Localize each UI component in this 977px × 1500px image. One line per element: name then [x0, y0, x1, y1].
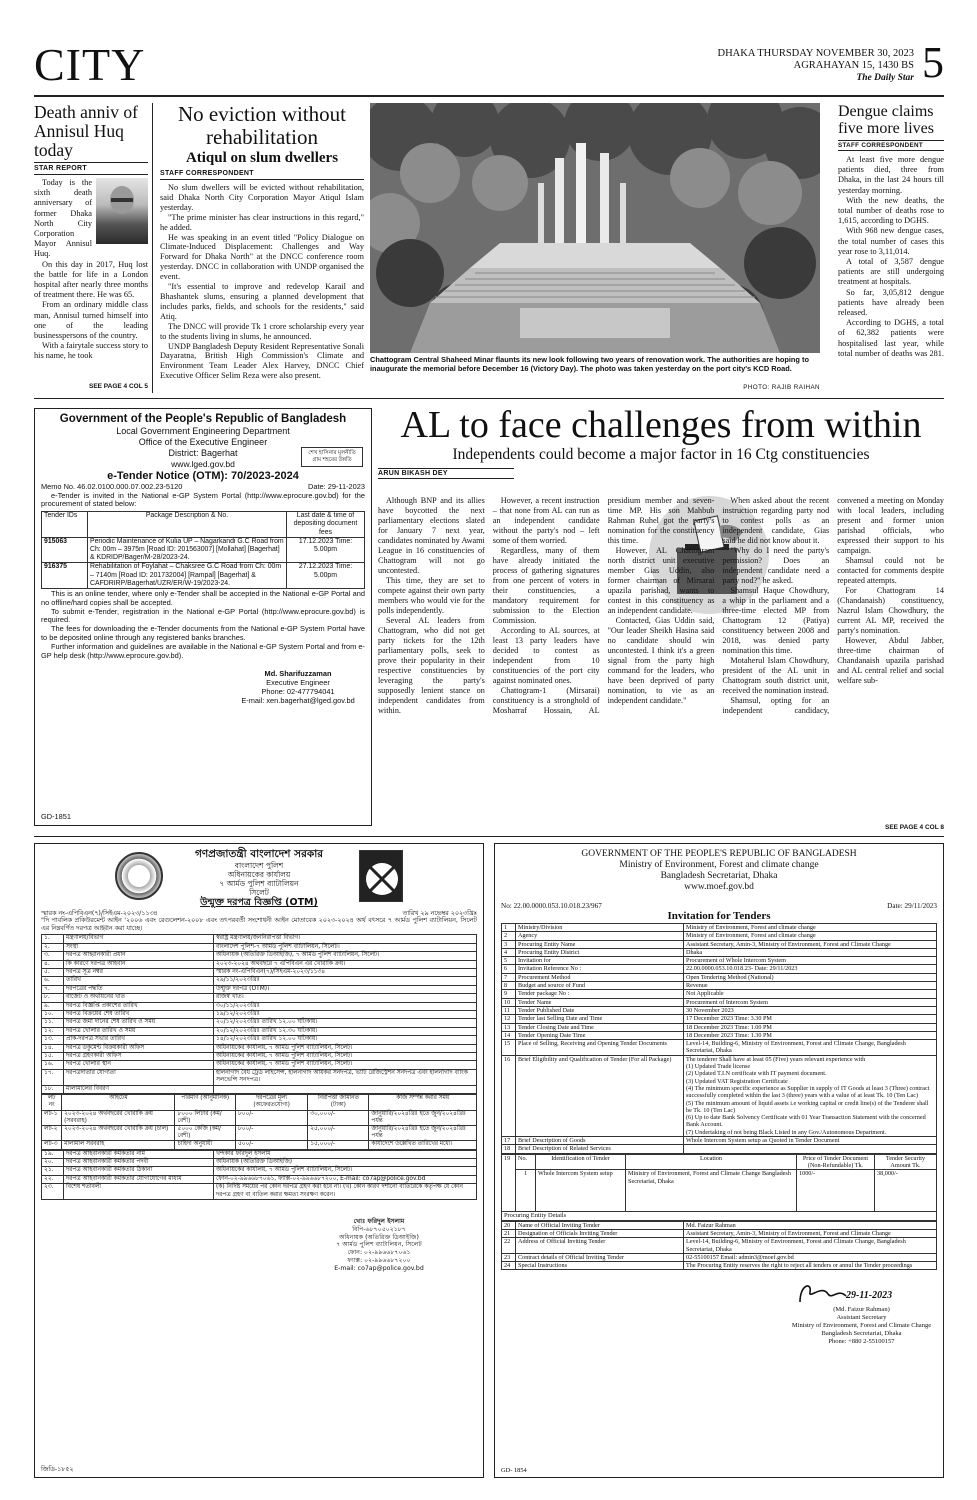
table-row: ৫. দরপত্র সূত্র নম্বর স্মারক নং-এপিবিএন(৭)/সিইএম-২০২৩/১১৩৪	[42, 969, 477, 977]
handwritten-signature: 29-11-2023	[786, 1280, 937, 1306]
body-text: At least five more dengue patients died, three from Dhaka, in the last 24 hours till yesterday morning. With the new deaths, the total number of deaths rose to 1,615, according to DGHS. With 968 new dengue cases, the total number of cases this year rose to 3,11,014. A total of 3,587 dengue patients are still undergoing treatment at hospitals. So far, 3,05,812 dengue patients have already been released. According to DGHS, a total of 62,382 patients were hospitalised last year, while total number of deaths was 281.	[838, 155, 944, 358]
table-row: ৪. কি কারণে দরপত্র আহবান ২০২৩-২০২৪ অর্থবছরে ৭ এপিবিএন এর খোরাকি ক্রয়।	[42, 960, 477, 968]
table-row: 22 Address of Official Inviting Tender Level-14, Building-6, Ministry of Environment, Forest and Climate Change, Bangladesh Secretariat, Dhaka	[502, 1238, 937, 1254]
table-header: কাজ সম্পন্ন করার সময়	[369, 1095, 477, 1110]
notes: This is an online tender, where only e-Tender shall be accepted in the National e-GP Portal and no offline/hard copies shall be accepted. To submit e-Tender, registration in the National e-GP Portal (http://www.eprocure.gov.bd) is required. The fees for downloading the e-Tender documents from the National e-GP System Portal have to be deposited online through any registered banks branches. Further information and guidelines are available in the National e-GP System Portal and from e-GP help desk (http://www.eprocure.gov.bd).	[41, 589, 365, 660]
eligibility-item: (5) The minimum amount of liquid assets i.e working capital or credit line(s) of the Tenderer shall be Tk. 10 (Ten Lac)	[686, 1099, 929, 1114]
table-header: লট নং	[42, 1095, 62, 1110]
signature-block: 29-11-2023 (Md. Faizur Rahman) Assistant Secretary Ministry of Environment, Forest and Climate Change Bangladesh Secretariat, Dhaka Phone: +880 2-55100157	[786, 1280, 937, 1345]
table-row: 3 Procuring Entity Name Assistant Secretary, Amin-3, Ministry of Environment, Forest and Climate Change	[502, 940, 937, 948]
memo-date: Date: 29-11-2023	[308, 481, 365, 491]
intro-text: "দি পাবলিক প্রকিউরমেন্ট আইন '২০০৬ এবং রেগুলেশন-২০০৮ এবং তৎপরবর্তী সংশোধনী আইন মোতাবেক ২০২৩-২০২৪ অর্থ বৎসরে ৭ আর্মড পুলিশ ব্যাটালিয়ন, সিলেট এর নিম্নবর্ণিত দরপত্র আহ্বান করা যাচ্ছে।	[41, 917, 477, 932]
ad-title: Government of the People's Republic of Bangladesh	[59, 413, 347, 425]
table-row: ২. সংস্থা বাংলাদেশ পুলিশ-৭ আর্মড পুলিশ ব্যাটালিয়ন, সিলেট।	[42, 943, 477, 951]
table-header: Tender IDs	[42, 512, 88, 538]
ad-dept: Local Government Engineering Department	[116, 426, 290, 436]
story-al-challenges	[378, 404, 944, 824]
body-text: Today is the sixth death anniversary of former Dhaka North City Corporation Mayor Annisul Huq. On this day in 2017, Huq lost the battle for life in a London hospital after nearly three months of treatment there. He was 65. From an ordinary middle class man, Annisul turned himself into one of the leading businesspersons of the country. With a fairytale success story to his name, he took	[34, 178, 148, 361]
procuring-details-label: Procuring Entity Details	[501, 1212, 937, 1221]
continued-marker: SEE PAGE 4 COL 8	[884, 824, 944, 831]
table-row: 5 Invitation for Procurement of Whole Intercom System	[502, 957, 937, 965]
story-annisul-huq	[34, 103, 148, 393]
eligibility-item: (2) Updated T.I.N certificate with IT payment document.	[686, 1070, 827, 1078]
portrait-photo	[96, 178, 148, 244]
table-row: 4 Procuring Entity District Dhaka	[502, 948, 937, 956]
table-header: নিরাপত্তা জামানত (টাকা)	[308, 1095, 369, 1110]
table-row: ১৯. দরপত্র আহবানকারী কর্মকর্তার নাম খন্দকার ফরিদুল ইসলাম	[42, 1150, 477, 1158]
headline: Death anniv of Annisul Huq today	[34, 103, 138, 160]
table-row: ২৩. বিশেষ শর্তাবলী (ক) নির্দিষ্ট সময়ের পর কোন দরপত্র গ্রহণ করা হবে না। (খ) কোন কারণ দর্শানো ব্যতিরেকে কর্তৃপক্ষ যে কোন দরপত্র গ্রহণ বা বাতিল করার ক্ষমতা সংরক্ষণ করেন।	[42, 1184, 477, 1200]
table-row: ১৬. দরপত্র খোলার স্থান অধিনায়কের কার্যালয়, ৭ আর্মড পুলিশ ব্যাটালিয়ন, সিলেট।	[42, 1061, 477, 1069]
table-row: ৭. দরপত্রের পদ্ধতি উন্মুক্ত দরপত্র (OTM)।	[42, 985, 477, 993]
tender-info-table	[41, 934, 477, 1094]
table-row: ১৮. মালামালের বিবরণ	[42, 1085, 477, 1093]
table-row: 2 Agency Ministry of Environment, Forest and climate change	[502, 932, 937, 940]
table-row: 18 Brief Description of Related Services	[502, 1145, 937, 1153]
signature-block: Md. Sharifuzzaman Executive Engineer Phone: 02-477794041 E-mail: xen.bagerhat@lged.gov.bd	[231, 670, 365, 705]
tender-table	[41, 511, 365, 589]
eligibility-item: (1) Updated Trade license	[686, 1063, 751, 1071]
table-row: 12 Tender last Selling Date and Time 17 December 2023 Time: 3.30 PM	[502, 1015, 937, 1023]
table-row: ২২. দরপত্র আহবানকারী কর্মকর্তার যোগাযোগের মাধ্যম ফোন-০২-৯৯৬৬৮৭০৬১, ফ্যাক্স-০২-৯৯৬৬৮৭২০০, E-mail: co7ap@police.gov.bd	[42, 1175, 477, 1183]
memo-date: Date: 29/11/2023	[887, 902, 937, 910]
paper-name: The Daily Star	[856, 73, 914, 83]
apbn-emblem-right	[359, 850, 403, 902]
byline: STAFF CORRESPONDENT	[160, 170, 364, 180]
table-row: 16 Brief Eligibility and Qualification of Tender (For all Package) The tenderer Shall have at least 05 (Five) years relevant experience with (1) Updated Trade license (2) Updated T.I.N certificate with IT payment document. (3) Updated VAT Registration Certificate (4) The minimum specific experience as Supplier in supply of IT Goods at least 3 (Three) contract successfully completed within the last 3 (three) years with a value of at least Tk. 10 (Ten Lac) (5) The minimum amount of liquid assets i.e working capital or credit line(s) of the Tenderer shall be Tk. 10 (Ten Lac) (6) Up to date Bank Solvency Certificate with 01 Year Transaction Statement with the concerned Bank Account. (7) Undertaking of not being Black Listed in any Gov./Autonomous Department.	[502, 1055, 937, 1136]
memo-number: Memo No. 46.02.0100.000.07.002.23-5120	[41, 481, 183, 491]
table-row: 10 Tender Name Procurement of Intercom System	[502, 998, 937, 1006]
table-row: 11 Tender Published Date 30 November 2023	[502, 1006, 937, 1014]
table-row: ২১. দরপত্র আহবানকারী কর্মকর্তার ঠিকানা অধিনায়কের কার্যালয়, ৭ আর্মড পুলিশ ব্যাটালিয়ন, সিলেট।	[42, 1167, 477, 1175]
headline: No eviction without rehabilitation	[178, 103, 346, 149]
goods-table	[41, 1094, 477, 1149]
tender-notice-title: উন্মুক্ত দরপত্র বিজ্ঞপ্তি (OTM)	[200, 897, 318, 908]
ad-office: Office of the Executive Engineer	[138, 437, 268, 447]
body-text: Although BNP and its allies have boycotted the next parliamentary elections slated for January 7 next year, candidates nominated by Awami League in 16 constituencies of Chattogram will not go uncontested. This time, they are set to compete against their own party members who would vie for the polls independently. Several AL leaders from Chattogram, who did not get party tickets for the 12th parliamentary polls, seek to prove their popularity in their respective constituencies by leveraging the party's supposedly lenient stance on independent candidates from within. However, a recent instruction – that none from AL can run as an independent candidate without the party's nod – left some of them worried. Regardless, many of them have already initiated the process of gathering signatures from one percent of voters in their constituencies, a mandatory requirement for submission to the Election Commission. According to AL sources, at least 13 party leaders have decided to contest as independent from 10 constituencies of the port city against nominated ones. Chattogram-1 (Mirsarai) constituency is a stronghold of Mosharraf Hossain, AL presidium member and seven-time MP. His son Mahbub Rahman Ruhel got the party's nomination for the constituency this time. However, AL Chattogram north district unit executive member Gias Uddin, also former chairman of Mirsarai upazila parishad, wants to contest in this constituency as an independent candidate. Contacted, Gias Uddin said, "Our leader Sheikh Hasina said no candidate should win uncontested. I think it's a green signal from the party high command for the leaders, who have been deprived of party nomination, to vie as an independent candidate." When asked about the recent instruction regarding party nod to contest polls as an independent candidate, Gias said he did not know about it. "Why do I need the party's permission? Does an independent candidate need a party nod?" he asked. Shamsul Haque Chowdhury, a whip in the parliament and a three-time elected MP from Chattogram 12 (Patiya) constituency between 2008 and 2018, was denied party nomination this time. Motaherul Islam Chowdhury, president of the AL unit in Chattogram south district unit, received the nomination instead. Shamsul, opting for an independent candidacy, convened a meeting on Monday with local leaders, including present and former union parishad officials, who expressed their support to his campaign. Shamsul could not be contacted for comments despite repeated attempts. For Chattogram 14 (Chandanaish) constituency, Nazrul Islam Chowdhury, the current AL MP, received the party's nomination. However, Abdul Jabber, three-time chairman of Chandanaish upazila parishad and AL central relief and social welfare sub-	[378, 496, 944, 715]
table-row: 916375 Rehabilitation of Foylahat – Chaksree G.C Road from Ch: 00m – 7140m [Road ID: 201732004] [Rampal] [Bagerhat] & CAFDRIRP/Bagerhat/UZR/ER/W-19/2023-24. 27.12.2023 Time: 5.00pm	[42, 563, 365, 589]
tender-notice-title: e-Tender Notice (OTM): 70/2023-2024	[107, 470, 299, 482]
eligibility-item: The tenderer Shall have at least 05 (Five) years relevant experience with	[686, 1055, 866, 1063]
ad-moef-tender: GOVERNMENT OF THE PEOPLE'S REPUBLIC OF BANGLADESH Ministry of Environment, Forest and climate change Bangladesh Secretariat, Dhaka www.moef.gov.bd No: 22.00.0000.053.10.018.23/967 Date: 29/11/2023 Invitation for Tenders 1 Ministry/Division Ministry of Environment, Forest and climate change 2 Agency Ministry of Environment, Forest and climate change 3 Procuring Entity Name Assistant Secretary, Amin-3, Ministry of Environment, Forest and Climate Change 4 Procuring Entity District Dhaka 5 Invitation for Procurement of Whole Intercom System 6 Invitation Reference No : 22.00.0000.053.10.018.23- Date: 29/11/2023 7 Procurement Method Open Tendering Method (National) 8 Budget and source of Fund Revenue 9 Tender package No : Not Applicable 10 Tender Name Procurement of Intercom System 11 Tender Published Date 30 November 2023 12 Tender last Selling Date and Time 17 December 2023 Time: 3.30 PM 13 Tender Closing Date and Time 18 December 2023 Time: 1.00 PM 14 Tender Opening Date Time 18 December 2023 Time: 1.30 PM 15 Place of Selling, Receiving and Opening Tender Documents Level-14, Building-6, Ministry of Environment, Forest and Climate Change, Bangladesh Secretariat, Dhaka 16 Brief Eligibility and Qualification of Tender (For all Package) The tenderer Shall have at least 05 (Five) years relevant experience with (1) Updated Trade license (2) Updated T.I.N certificate with IT payment document. (3) Updated VAT Registration Certificate (4) The minimum specific experience as Supplier in supply of IT Goods at least 3 (Three) contract successfully completed within the last 3 (three) years with a value of at least Tk. 10 (Ten Lac) (5) The minimum amount of liquid assets i.e working capital or credit line(s) of the Tenderer shall be Tk. 10 (Ten Lac) (6) Up to date Bank Solvency Certificate with 01 Year Transaction Statement with the concerned Bank Account. (7) Undertaking of not being Black Listed in any Gov./Autonomous Department. 17 Brief Description of Goods Whole Intercom System setup as Quoted in Tender Document 18 Brief Description of Related Services 19 No. Identification of Tender Location Price of Tender Document (Non-Refundable) Tk. Tender Security Amount Tk. 1 Whole Intercom System setup Ministry of Environment, Forest and Climate Change Bangladesh Secretariat, Dhaka 1000/- 38,000/- Procuring Entity Details 20 Name of Official Inviting Tender Md. Faizur Rahman 21 Designation of Officials Inviting Tender Assistant Secretary, Amin-3, Ministry of Environment, Forest and Climate Change 22 Address of Official Inviting Tender Level-14, Building-6, Ministry of Environment, Forest and Climate Change, Bangladesh Secretariat, Dhaka 23 Contract details of Official Inviting Tender 02-55100157 Email: admin3@moef.gov.bd 24 Special Instructions The Procuring Entity reserves the right to reject all tenders or annul the Tender proceedings 29-11-2023 (Md. Faizur Rahman) Assistant Secretary Ministry of Environment, Forest and Climate Change Bangladesh Secretariat, Dhaka Phone: +880 2-55100157 GD- 1854	[494, 843, 944, 1478]
table-row: ৩. দরপত্র আহ্বানকারী প্রধান অধিনায়ক (অতিরিক্ত ডিআইজি), ৭ আর্মড পুলিশ ব্যাটালিয়ন, সিলেট।	[42, 952, 477, 960]
table-row: ৮. বাজেট ও অর্থায়নের খাত রাজস্ব খাত।	[42, 994, 477, 1002]
headline: Dengue claims five more lives	[838, 103, 934, 137]
shaheed-minar-photo	[370, 103, 820, 353]
lot-table: 19 No. Identification of Tender Location Price of Tender Document (Non-Refundable) Tk. Tender Security Amount Tk. 1 Whole Intercom System setup Ministry of Environment, Forest and Climate Change Bangladesh Secretariat, Dhaka 1000/- 38,000/-	[501, 1154, 937, 1213]
continued-marker: SEE PAGE 4 COL 5	[88, 383, 148, 390]
memo-number: No: 22.00.0000.053.10.018.23/967	[501, 902, 602, 910]
table-row: 915063 Periodic Maintenance of Kulia UP – Nagarkandi G.C Road from Ch: 00m – 3975m [Road ID: 201563007] [Mollahat] [Bagerhat] & KDRIDP/Bager/M-28/2023-24. 17.12.2023 Time: 5.00pm	[42, 537, 365, 563]
contact-table	[41, 1150, 477, 1200]
table-row: ৯. দরপত্র বিজ্ঞপ্তি প্রকাশের তারিখ ৩০/১১/২০২৩খ্রিঃ	[42, 1002, 477, 1010]
table-header: Last date & time of depositing document fees	[287, 512, 365, 538]
official-table	[501, 1221, 937, 1271]
bangla-date-line: AGRAHAYAN 15, 1430 BS	[793, 60, 914, 71]
table-header: Package Description & No.	[88, 512, 287, 538]
table-row: 17 Brief Description of Goods Whole Intercom System setup as Quoted in Tender Document	[502, 1137, 937, 1145]
table-row: 23 Contract details of Official Inviting Tender 02-55100157 Email: admin3@moef.gov.bd	[502, 1253, 937, 1261]
table-row: 24 Special Instructions The Procuring Entity reserves the right to reject all tenders or annul the Tender proceedings	[502, 1262, 937, 1270]
table-row: 7 Procurement Method Open Tendering Method (National)	[502, 973, 937, 981]
table-row: ১৭. দরপত্রদাতার যোগ্যতা হালনাগাদ বৈধ ট্রেড লাইসেন্স, হালনাগাদ আয়কর সনদপত্র, ভ্যাট রেজিস্ট্রেশন সনদপত্র এবং হালনাগাদ ব্যাংক সলভেন্সি সনদপত্র।	[42, 1069, 477, 1085]
lged-logo-box: শেখ হাসিনার মূলনীতি গ্রাম শহরের উন্নতি	[301, 447, 363, 467]
ad-code: GD- 1854	[501, 1466, 527, 1474]
contact-email[interactable]: E-mail: xen.bagerhat@lged.gov.bd	[241, 695, 355, 705]
table-row: 1 Whole Intercom System setup Ministry of Environment, Forest and Climate Change Bangladesh Secretariat, Dhaka 1000/- 38,000/-	[502, 1170, 937, 1212]
byline: STAR REPORT	[34, 165, 87, 172]
section-title: CITY	[34, 40, 146, 90]
table-row: ১. মন্ত্রণালয়/বিভাগ স্বরাষ্ট্র মন্ত্রণালয়/জননিরাপত্তা বিভাগ।	[42, 935, 477, 943]
table-row: ১২. দরপত্র খোলার তারিখ ও সময় ২০/১২/২০২৩খ্রিঃ তারিখ ১২.৩০ ঘটিকায়।	[42, 1027, 477, 1035]
table-row: 8 Budget and source of Fund Revenue	[502, 982, 937, 990]
table-header: দরপত্রের মূল্য (অফেরতযোগ্য)	[235, 1095, 307, 1110]
byline: ARUN BIKASH DEY	[378, 468, 514, 479]
ad-police-otm: গণপ্রজাতন্ত্রী বাংলাদেশ সরকার বাংলাদেশ পুলিশ অধিনায়কের কার্যালয় ৭ আর্মড পুলিশ ব্যাটালিয়ন সিলেট উন্মুক্ত দরপত্র বিজ্ঞপ্তি (OTM) স্মারক নং-এপিবিএন(৭)/সিইএম-২০২৩/১১৩৪ তারিখ ২৯ নভেম্বর ২০২৩খ্রিঃ "দি পাবলিক প্রকিউরমেন্ট আইন '২০০৬ এবং রেগুলেশন-২০০৮ এবং তৎপরবর্তী সংশোধনী আইন মোতাবেক ২০২৩-২০২৪ অর্থ বৎসরে ৭ আর্মড পুলিশ ব্যাটালিয়ন, সিলেট এর নিম্নবর্ণিত দরপত্র আহ্বান করা যাচ্ছে। ১. মন্ত্রণালয়/বিভাগ স্বরাষ্ট্র মন্ত্রণালয়/জননিরাপত্তা বিভাগ। ২. সংস্থা বাংলাদেশ পুলিশ-৭ আর্মড পুলিশ ব্যাটালিয়ন, সিলেট। ৩. দরপত্র আহ্বানকারী প্রধান অধিনায়ক (অতিরিক্ত ডিআইজি), ৭ আর্মড পুলিশ ব্যাটালিয়ন, সিলেট। ৪. কি কারণে দরপত্র আহবান ২০২৩-২০২৪ অর্থবছরে ৭ এপিবিএন এর খোরাকি ক্রয়। ৫. দরপত্র সূত্র নম্বর স্মারক নং-এপিবিএন(৭)/সিইএম-২০২৩/১১৩৪ ৬. তারিখ ২৯/১১/২০২৩খ্রিঃ ৭. দরপত্রের পদ্ধতি উন্মুক্ত দরপত্র (OTM)। ৮. বাজেট ও অর্থায়নের খাত রাজস্ব খাত। ৯. দরপত্র বিজ্ঞপ্তি প্রকাশের তারিখ ৩০/১১/২০২৩খ্রিঃ ১০. দরপত্র বিক্রয়ের শেষ তারিখ ১৯/১২/২০২৩খ্রিঃ ১১. দরপত্র জমা দানের শেষ তারিখ ও সময় ২০/১২/২০২৩খ্রিঃ তারিখ ১২.০০ ঘটিকায়। ১২. দরপত্র খোলার তারিখ ও সময় ২০/১২/২০২৩খ্রিঃ তারিখ ১২.৩০ ঘটিকায়। ১৩. প্রাক-দরপত্র সভার তারিখ ১৪/১২/২০২৩খ্রিঃ তারিখ ১২.০০ ঘটিকায়। ১৪. দরপত্র ডকুমেন্ট বিক্রয়কারী অফিস অধিনায়কের কার্যালয়, ৭ আর্মড পুলিশ ব্যাটালিয়ন, সিলেট। ১৫. দরপত্র গ্রহণকারী অফিস অধিনায়কের কার্যালয়, ৭ আর্মড পুলিশ ব্যাটালিয়ন, সিলেট। ১৬. দরপত্র খোলার স্থান অধিনায়কের কার্যালয়, ৭ আর্মড পুলিশ ব্যাটালিয়ন, সিলেট। ১৭. দরপত্রদাতার যোগ্যতা হালনাগাদ বৈধ ট্রেড লাইসেন্স, হালনাগাদ আয়কর সনদপত্র, ভ্যাট রেজিস্ট্রেশন সনদপত্র এবং হালনাগাদ ব্যাংক সলভেন্সি সনদপত্র। ১৮. মালামালের বিবরণ লট নং আইটেম পরিমাণ (আনুমানিক) দরপত্রের মূল্য (অফেরতযোগ্য) নিরাপত্তা জামানত (টাকা) কাজ সম্পন্ন করার সময় লট-১ ২০২৩-২০২৪ অর্থবছরের খোরাকি ক্রয় (সরবরাহ) ৮০০০ লিটার (কম/বেশী) ৮০০/- ৩০,০০০/- জানুয়ারি/২০২৪খ্রিঃ হতে জুন/২০২৪খ্রিঃ পর্যন্ত লট-২ ২০২৩-২০২৪ অর্থবছরের খোরাকি ক্রয় (চাল) ৫০০০ কেজি (কম/বেশী) ৮০০/- ২৫,০০০/- জানুয়ারি/২০২৪খ্রিঃ হতে জুন/২০২৪খ্রিঃ পর্যন্ত লট-৩ মালামাল সরবরাহ চাহিদা অনুযায়ী ৫০০/- ১৫,০০০/- কার্যাদেশে উল্লেখিত তারিখের মধ্যে। ১৯. দরপত্র আহবানকারী কর্মকর্তার নাম খন্দকার ফরিদুল ইসলাম ২০. দরপত্র আহবানকারী কর্মকর্তার পদবী অধিনায়ক (অতিরিক্ত ডিআইজি) ২১. দরপত্র আহবানকারী কর্মকর্তার ঠিকানা অধিনায়কের কার্যালয়, ৭ আর্মড পুলিশ ব্যাটালিয়ন, সিলেট। ২২. দরপত্র আহবানকারী কর্মকর্তার যোগাযোগের মাধ্যম ফোন-০২-৯৯৬৬৮৭০৬১, ফ্যাক্স-০২-৯৯৬৬৮৭২০০, E-mail: co7ap@police.gov.bd ২৩. বিশেষ শর্তাবলী (ক) নির্দিষ্ট সময়ের পর কোন দরপত্র গ্রহণ করা হবে না। (খ) কোন কারণ দর্শানো ব্যতিরেকে কর্তৃপক্ষ যে কোন দরপত্র গ্রহণ বা বাতিল করার ক্ষমতা সংরক্ষণ করেন। খোঃ ফরিদুল ইসলাম বিপি-৬৮৭০৫০২১৮৭ অধিনায়ক (অতিরিক্ত ডিআইজি) ৭ আর্মড পুলিশ ব্যাটালিয়ন, সিলেট ফোন: ০২-৯৯৬৬৮৭০৬১ ফ্যাক্স: ০২-৯৯৬৬৮৭২০০ E-mail: co7ap@police.gov.bd জিডি-১৮৫২	[34, 843, 484, 1478]
table-row: লট-৩ মালামাল সরবরাহ চাহিদা অনুযায়ী ৫০০/- ১৫,০০০/- কার্যাদেশে উল্লেখিত তারিখের মধ্যে।	[42, 1141, 477, 1149]
table-row: ১৪. দরপত্র ডকুমেন্ট বিক্রয়কারী অফিস অধিনায়কের কার্যালয়, ৭ আর্মড পুলিশ ব্যাটালিয়ন, সিলেট।	[42, 1044, 477, 1052]
signature-block: খোঃ ফরিদুল ইসলাম বিপি-৬৮৭০৫০২১৮৭ অধিনায়ক (অতিরিক্ত ডিআইজি) ৭ আর্মড পুলিশ ব্যাটালিয়ন, সিলেট ফোন: ০২-৯৯৬৬৮৭০৬১ ফ্যাক্স: ০২-৯৯৬৬৮৭২০০ E-mail: co7ap@police.gov.bd	[281, 1218, 477, 1273]
photo-image	[370, 103, 820, 353]
photo-credit: PHOTO: RAJIB RAIHAN	[743, 384, 820, 391]
tender-notice-title: Invitation for Tenders	[667, 909, 771, 922]
table-row: ১০. দরপত্র বিক্রয়ের শেষ তারিখ ১৯/১২/২০২৩খ্রিঃ	[42, 1011, 477, 1019]
ad-title: গণপ্রজাতন্ত্রী বাংলাদেশ সরকার	[194, 848, 324, 860]
eligibility-item: (3) Updated VAT Registration Certificate	[686, 1077, 788, 1085]
table-row: 20 Name of Official Inviting Tender Md. Faizur Rahman	[502, 1221, 937, 1229]
ad-district: District: Bagerhat	[168, 448, 238, 458]
body-text: No slum dwellers will be evicted without rehabilitation, said Dhaka North City Corporation Mayor Atiqul Islam yesterday. "The prime minister has clear instructions in this regard," he added. He was speaking in an event titled "Policy Dialogue on Climate-Induced Displacement: Challenges and Way Forward for Dhaka North" at the DNCC conference room yesterday. DNCC in collaboration with UNDP organised the event. "It's essential to improve and redevelop Karail and Bhashantek slums, ensuring a planned development that includes parks, fields, and schools for the residents," said Atiq. The DNCC will provide Tk 1 crore scholarship every year to the students living in slums, he announced. UNDP Bangladesh Deputy Resident Representative Sonali Dayaratna, British High Commission's Climate and Environment Team Leader Alex Harvey, DNCC Chief Executive Officer Selim Reza were also present.	[160, 183, 364, 381]
subhead: Independents could become a major factor in 16 Ctg constituencies	[452, 446, 870, 463]
ad-website[interactable]: www.moef.gov.bd	[684, 882, 754, 892]
date-line: DHAKA THURSDAY NOVEMBER 30, 2023	[717, 48, 914, 59]
photo-caption: Chattogram Central Shaheed Minar flaunts its new look following two years of renovation work. The authorities are hoping to inaugurate the memorial before December 16 (Victory Day). The photo was taken yesterday on the port city's KCD Road.	[370, 355, 809, 374]
table-row: ২০. দরপত্র আহবানকারী কর্মকর্তার পদবী অধিনায়ক (অতিরিক্ত ডিআইজি)	[42, 1158, 477, 1166]
table-row: লট-১ ২০২৩-২০২৪ অর্থবছরের খোরাকি ক্রয় (সরবরাহ) ৮০০০ লিটার (কম/বেশী) ৮০০/- ৩০,০০০/- জানুয়ারি/২০২৪খ্রিঃ হতে জুন/২০২৪খ্রিঃ পর্যন্ত	[42, 1110, 477, 1125]
ad-website[interactable]: www.lged.gov.bd	[171, 459, 235, 469]
table-header: আইটেম	[62, 1095, 175, 1110]
table-row: 15 Place of Selling, Receiving and Opening Tender Documents Level-14, Building-6, Ministry of Environment, Forest and Climate Change, Bangladesh Secretariat, Dhaka	[502, 1040, 937, 1056]
memo-date: তারিখ ২৯ নভেম্বর ২০২৩খ্রিঃ	[402, 909, 477, 917]
eligibility-item: (7) Undertaking of not being Black Listed in any Gov./Autonomous Department.	[686, 1128, 887, 1136]
memo-number: স্মারক নং-এপিবিএন(৭)/সিইএম-২০২৩/১১৩৪	[41, 909, 158, 917]
eligibility-item: (4) The minimum specific experience as Supplier in supply of IT Goods at least 3 (Three) contract successfully completed within the last 3 (three) years with a value of at least Tk. 10 (Ten Lac)	[686, 1084, 930, 1100]
ad-code: GD-1851	[41, 812, 71, 822]
page-number: 5	[922, 38, 944, 87]
table-row: 13 Tender Closing Date and Time 18 December 2023 Time: 1.00 PM	[502, 1023, 937, 1031]
story-dengue	[838, 103, 944, 395]
police-emblem-left	[115, 852, 163, 900]
table-row: লট-২ ২০২৩-২০২৪ অর্থবছরের খোরাকি ক্রয় (চাল) ৫০০০ কেজি (কম/বেশী) ৮০০/- ২৫,০০০/- জানুয়ারি/২০২৪খ্রিঃ হতে জুন/২০২৪খ্রিঃ পর্যন্ত	[42, 1125, 477, 1140]
subhead: Atiqul on slum dwellers	[185, 150, 339, 166]
table-row: ১১. দরপত্র জমা দানের শেষ তারিখ ও সময় ২০/১২/২০২৩খ্রিঃ তারিখ ১২.০০ ঘটিকায়।	[42, 1019, 477, 1027]
ad-lged-etender	[34, 408, 372, 826]
story-eviction	[160, 103, 364, 393]
table-row: 9 Tender package No : Not Applicable	[502, 990, 937, 998]
table-row: ১৩. প্রাক-দরপত্র সভার তারিখ ১৪/১২/২০২৩খ্রিঃ তারিখ ১২.০০ ঘটিকায়।	[42, 1036, 477, 1044]
byline: STAFF CORRESPONDENT	[838, 140, 944, 151]
ad-code: জিডি-১৮৫২	[41, 1466, 74, 1474]
ad-title: GOVERNMENT OF THE PEOPLE'S REPUBLIC OF BANGLADESH	[581, 849, 857, 859]
table-row: 14 Tender Opening Date Time 18 December 2023 Time: 1.30 PM	[502, 1031, 937, 1039]
table-header: পরিমাণ (আনুমানিক)	[175, 1095, 235, 1110]
intro-text: e-Tender is invited in the National e-GP System Portal (http://www.eprocure.gov.bd) for the procurement of stated below:	[41, 490, 365, 509]
table-row: 21 Designation of Officials Inviting Tender Assistant Secretary, Amin-3, Ministry of Environment, Forest and Climate Change	[502, 1230, 937, 1238]
table-row: 6 Invitation Reference No : 22.00.0000.053.10.018.23- Date: 29/11/2023	[502, 965, 937, 973]
tender-info-table	[501, 923, 937, 1154]
table-row: 1 Ministry/Division Ministry of Environment, Forest and climate change	[502, 924, 937, 932]
headline: AL to face challenges from within	[400, 404, 922, 446]
eligibility-item: (6) Up to date Bank Solvency Certificate with 01 Year Transaction Statement with the concerned Bank Account.	[686, 1114, 926, 1129]
table-row: ৬. তারিখ ২৯/১১/২০২৩খ্রিঃ	[42, 977, 477, 985]
contact-email[interactable]: E-mail: co7ap@police.gov.bd	[334, 1264, 424, 1272]
table-row: ১৫. দরপত্র গ্রহণকারী অফিস অধিনায়কের কার্যালয়, ৭ আর্মড পুলিশ ব্যাটালিয়ন, সিলেট।	[42, 1053, 477, 1061]
